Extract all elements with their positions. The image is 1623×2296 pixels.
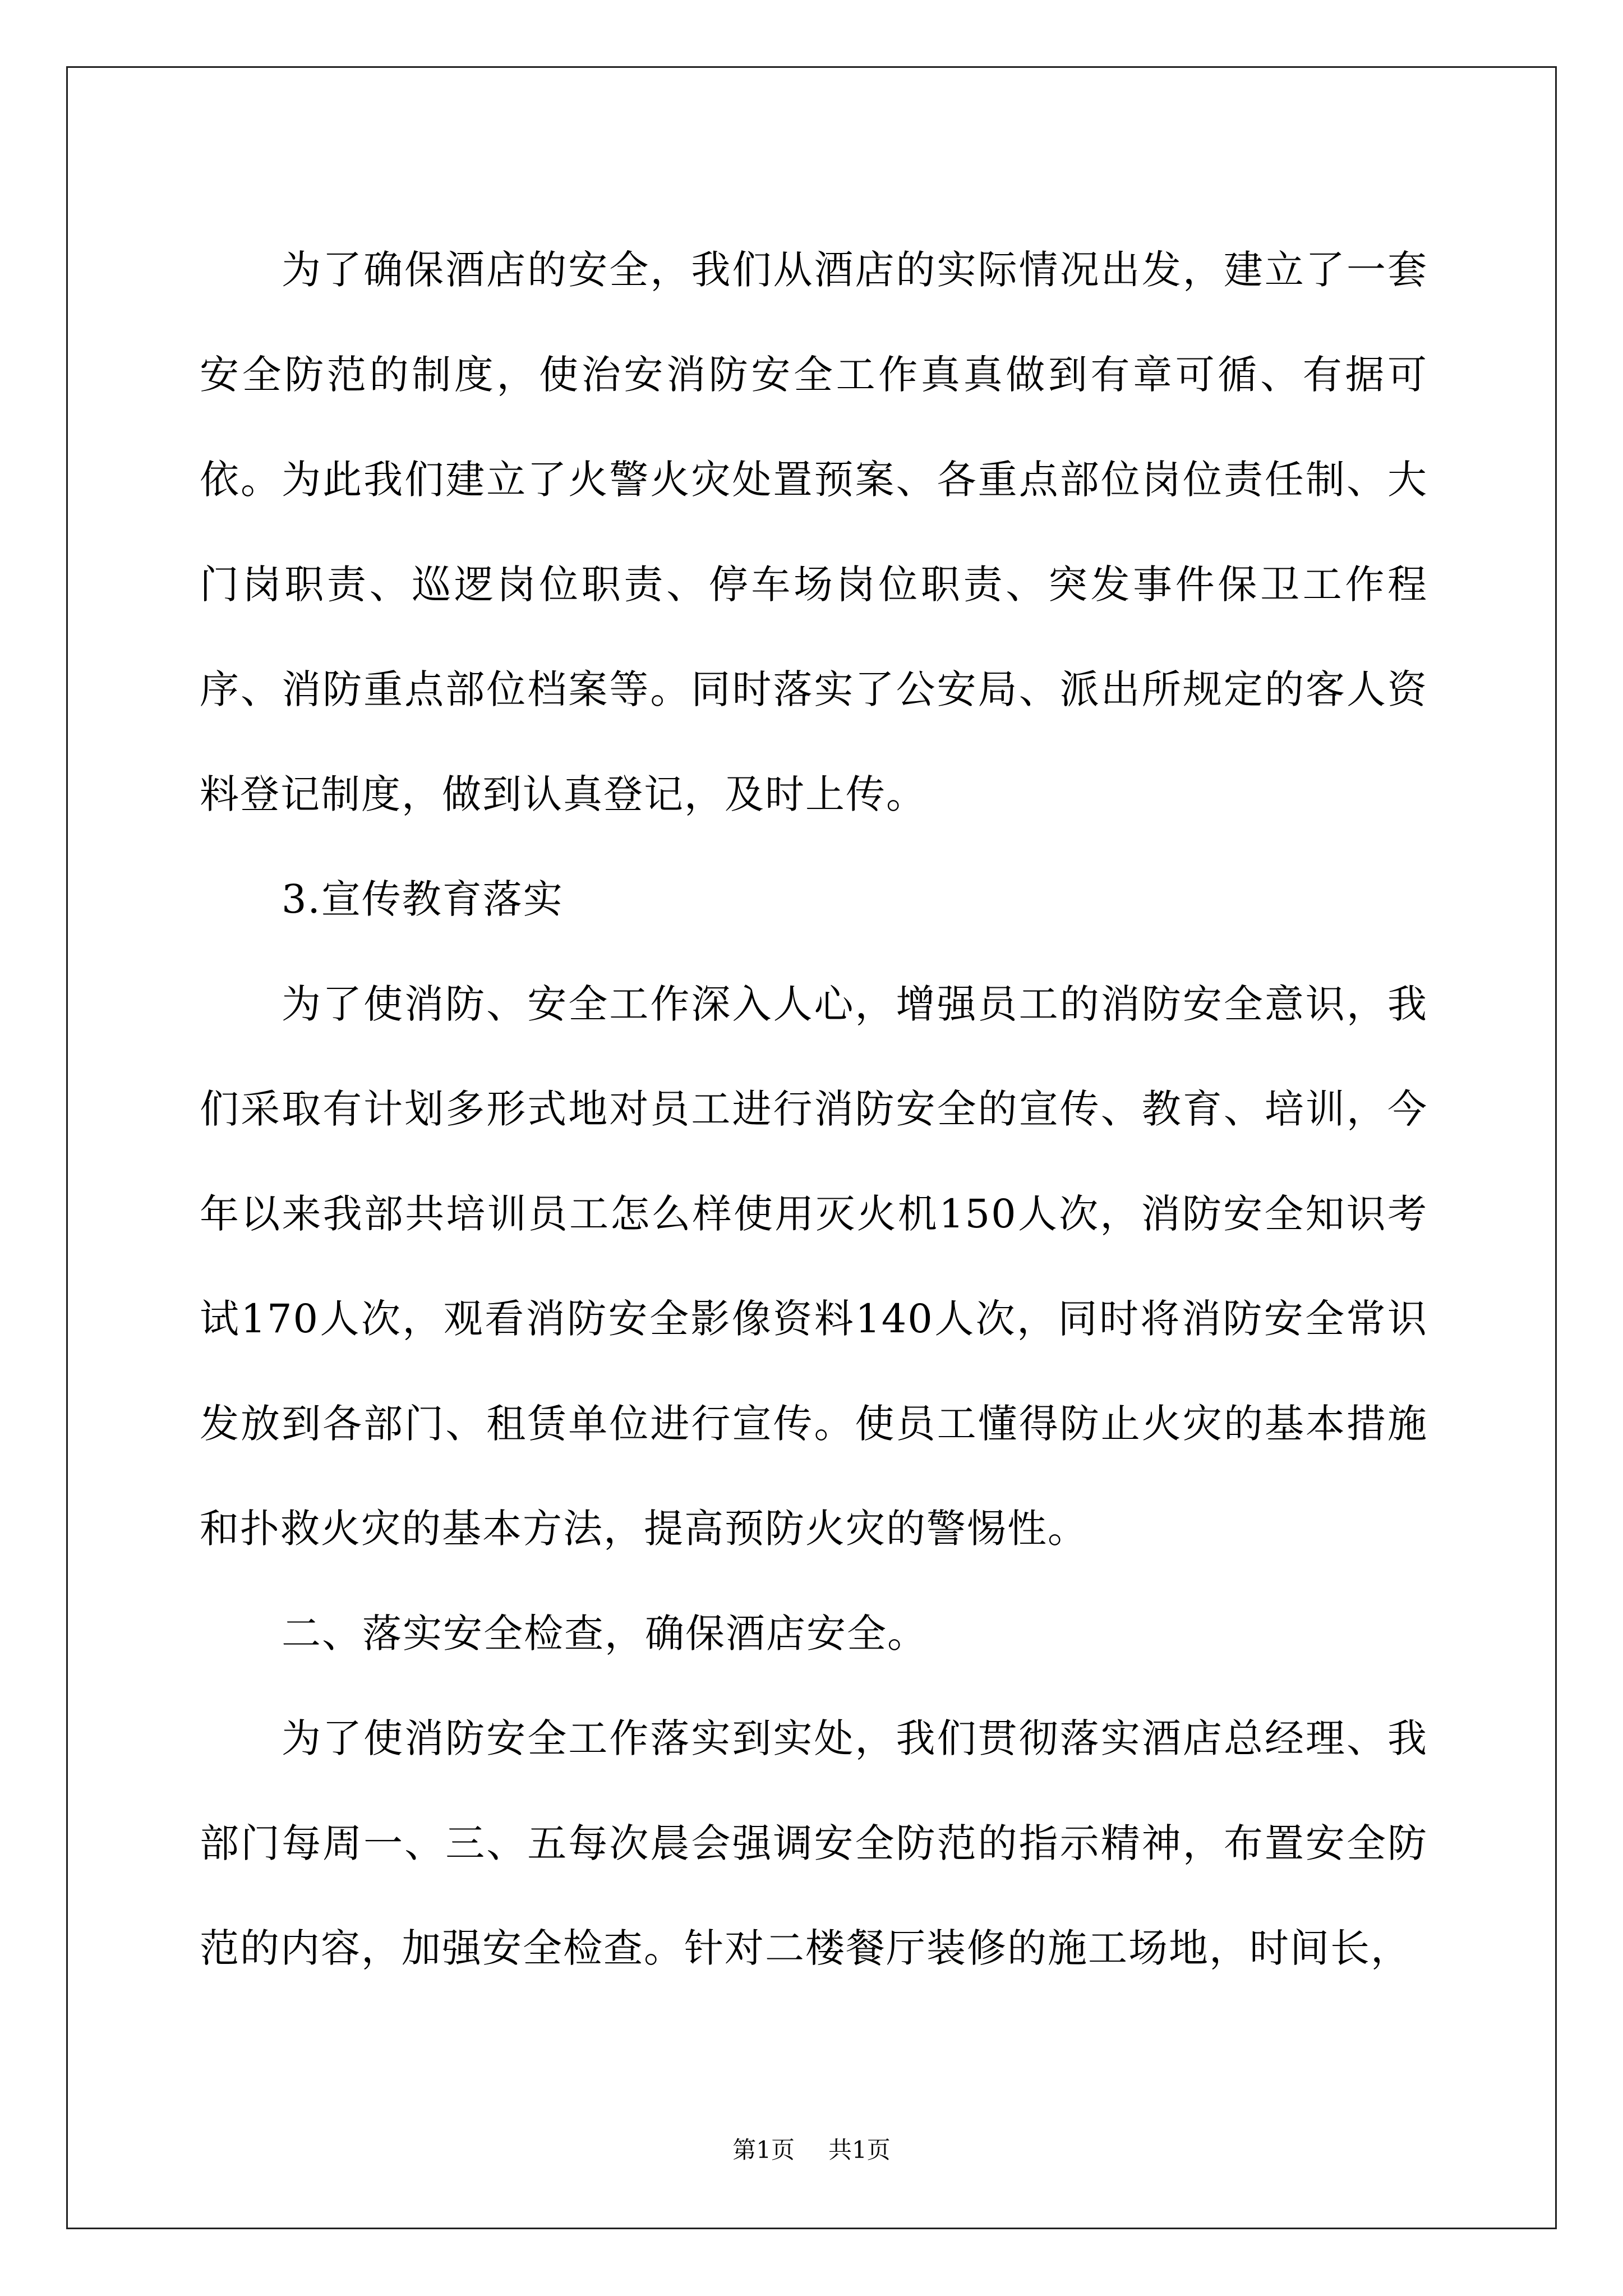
heading-publicity-education: 3.宣传教育落实	[282, 876, 564, 922]
heading-safety-inspection: 二、落实安全检查，确保酒店安全。	[282, 1611, 928, 1657]
page-footer	[0, 2136, 1623, 2164]
document-body	[200, 218, 1428, 2001]
page-number-current: 第1页	[732, 2136, 795, 2164]
paragraph-inspection: 为了使消防安全工作落实到实处，我们贯彻落实酒店总经理、我部门每周一、三、五每次晨会强调安全防范的指示精神，布置安全防范的内容，加强安全检查。针对二楼餐厅装修的施工场地，时间长，	[200, 1715, 1428, 1971]
paragraph-training: 为了使消防、安全工作深入人心，增强员工的消防安全意识，我们采取有计划多形式地对员工进行消防安全的宣传、教育、培训，今年以来我部共培训员工怎么样使用灭火机150人次，消防安全知识考试170人次，观看消防安全影像资料140人次，同时将消防安全常识发放到各部门、租赁单位进行宣传。使员工懂得防止火灾的基本措施和扑救火灾的基本方法，提高预防火灾的警惕性。	[200, 981, 1428, 1552]
paragraph-safety-system: 为了确保酒店的安全，我们从酒店的实际情况出发，建立了一套安全防范的制度，使治安消防安全工作真真做到有章可循、有据可依。为此我们建立了火警火灾处置预案、各重点部位岗位责任制、大门岗职责、巡逻岗位职责、停车场岗位职责、突发事件保卫工作程序、消防重点部位档案等。同时落实了公安局、派出所规定的客人资料登记制度，做到认真登记，及时上传。	[200, 247, 1428, 817]
page-number-total: 共1页	[828, 2136, 891, 2164]
